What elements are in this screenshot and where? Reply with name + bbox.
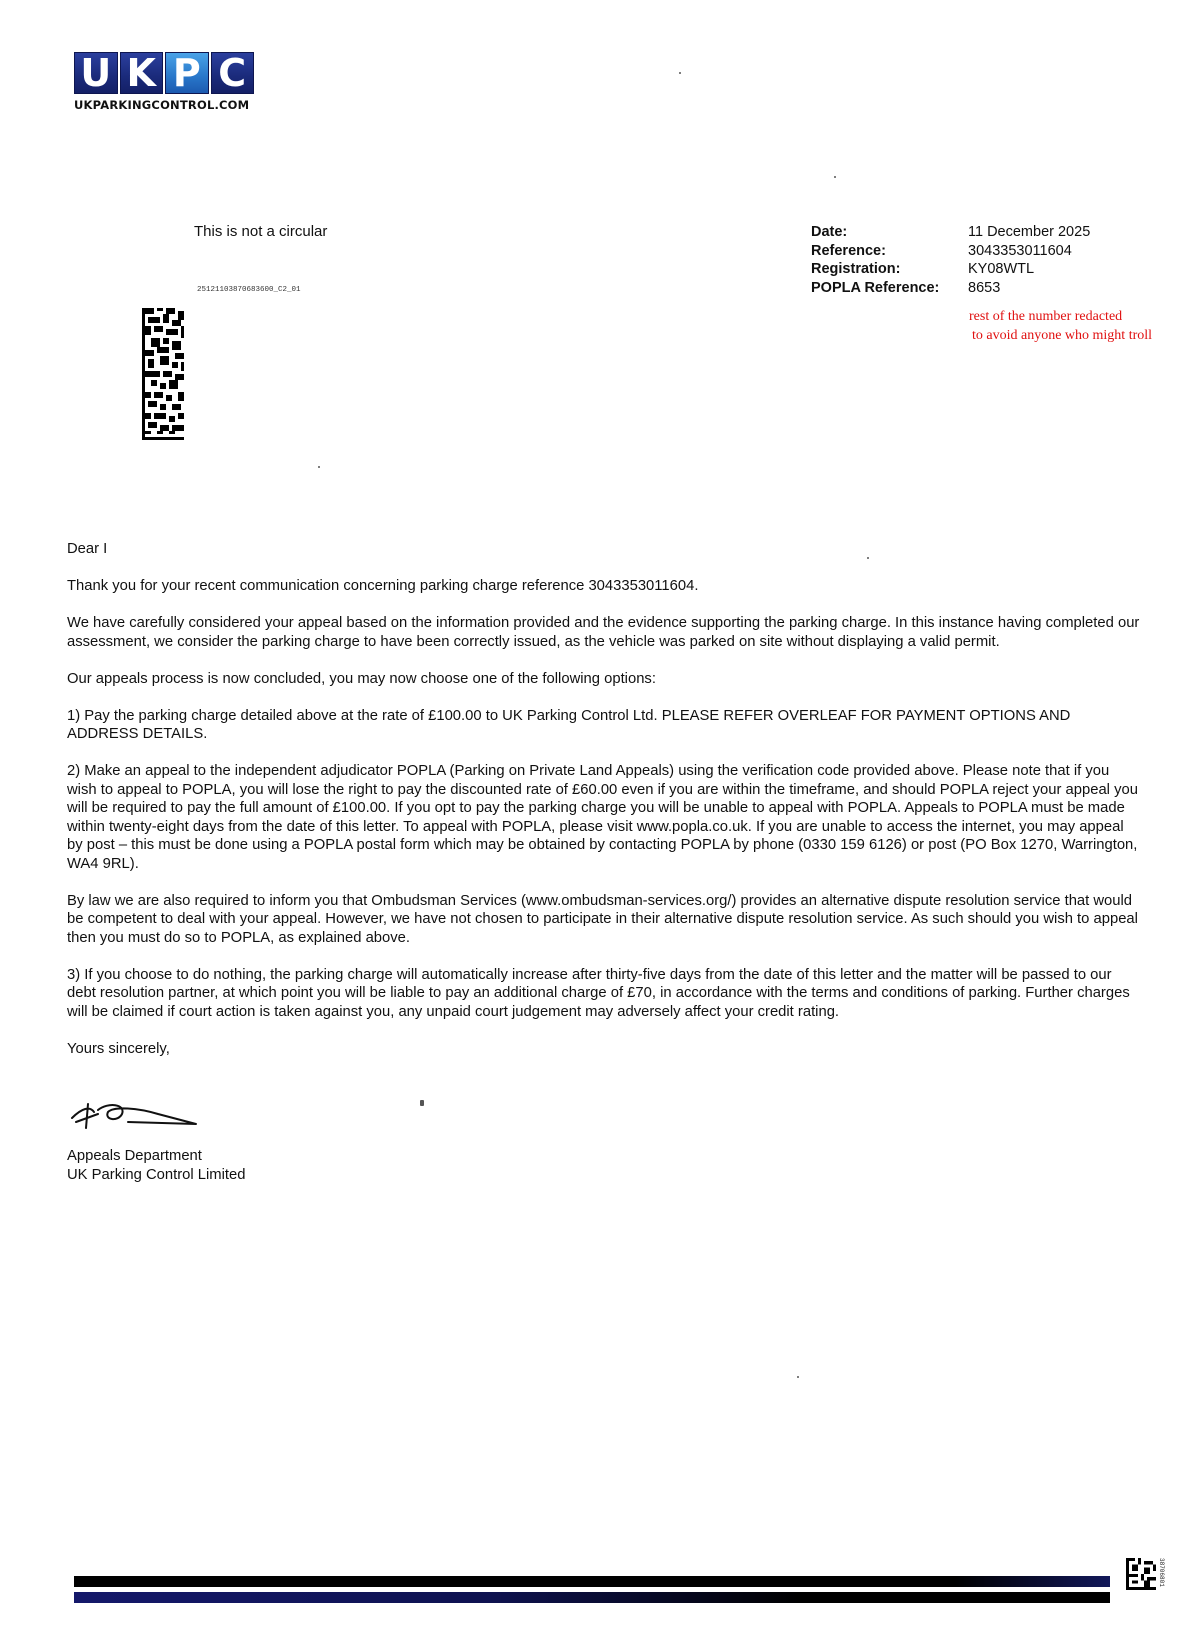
meta-value: KY08WTL bbox=[968, 261, 1035, 277]
footer-datamatrix-icon bbox=[1126, 1558, 1156, 1590]
meta-label: Date: bbox=[811, 224, 848, 240]
paragraph: Thank you for your recent communication concerning parking charge reference 3043353011604. bbox=[67, 578, 699, 594]
footer-bar-black bbox=[74, 1576, 1110, 1587]
letter-body bbox=[67, 540, 1142, 1077]
option-3-paragraph: 3) If you choose to do nothing, the parking charge will automatically increase after thirty-five days from the date of this letter and the matter will be passed to our debt resolution partner, at which point you will be liable to pay an additional charge of £70, in accordance with the terms and conditions of parking. Further charges will be claimed if court action is taken against you, any unpaid court judgement may adversely affect your credit rating. bbox=[67, 966, 1130, 1020]
option-2-paragraph: 2) Make an appeal to the independent adjudicator POPLA (Parking on Private Land Appeals) using the verification code provided above. Please note that if you wish to appeal to POPLA, you will lose the right to pay the discounted rate of £60.00 even if you are within the timeframe, and should POPLA reject your appeal you will be required to pay the full amount of £100.00. If you opt to pay the parking charge you will be unable to appeal with POPLA. Appeals to POPLA must be made within twenty-eight days from the date of this letter. To appeal with POPLA, please visit www.popla.co.uk. If you are unable to access the internet, you may appeal by post – this must be done using a POPLA postal form which may be obtained by contacting POPLA by phone (0330 159 6126) or post (PO Box 1270, Warrington, WA4 9RL). bbox=[67, 763, 1138, 872]
scan-speck bbox=[318, 466, 320, 468]
logo-letter-u: U bbox=[74, 52, 118, 94]
meta-label: POPLA Reference: bbox=[811, 279, 940, 296]
meta-label: Reference: bbox=[811, 242, 886, 259]
scan-speck bbox=[834, 176, 836, 178]
meta-value: 3043353011604 bbox=[968, 242, 1072, 259]
redaction-note-line: rest of the number redacted bbox=[969, 309, 1123, 324]
meta-label: Registration: bbox=[811, 261, 901, 277]
ombudsman-paragraph: By law we are also required to inform you that Ombudsman Services (www.ombudsman-services.org/) provides an alternative dispute resolution service that would be competent to deal with your appeal. However, we have not chosen to participate in their alternative dispute resolution service. As such should you wish to appeal then you must do so to POPLA, as explained above. bbox=[67, 892, 1138, 946]
salutation: Dear I bbox=[67, 541, 108, 557]
paragraph: Our appeals process is now concluded, you may now choose one of the following options: bbox=[67, 670, 656, 687]
signature-icon bbox=[68, 1096, 200, 1130]
scan-speck bbox=[867, 557, 869, 559]
meta-value: 8653 bbox=[968, 279, 1001, 296]
logo-letter-c: C bbox=[211, 52, 255, 94]
footer-barcode-number: 38706801 bbox=[1158, 1558, 1165, 1587]
logo-website-text: UKPARKINGCONTROL.COM bbox=[74, 98, 250, 112]
signatory-block bbox=[67, 1147, 245, 1184]
redaction-annotation bbox=[969, 307, 1152, 345]
scan-speck bbox=[679, 72, 681, 74]
ukpc-logo bbox=[74, 52, 254, 112]
scan-speck bbox=[797, 1376, 799, 1378]
paragraph: We have carefully considered your appeal based on the information provided and the evidence supporting the parking charge. In this instance having completed our assessment, we consider the parking charge to have been correctly issued, as the vehicle was parked on site without displaying a valid permit. bbox=[67, 615, 1140, 650]
scan-speck bbox=[420, 1100, 424, 1106]
letter-metadata bbox=[811, 223, 1090, 297]
meta-row-date bbox=[811, 223, 1090, 242]
option-1-paragraph: 1) Pay the parking charge detailed above at the rate of £100.00 to UK Parking Control Ltd. PLEASE REFER OVERLEAF FOR PAYMENT OPTIONS AND ADDRESS DETAILS. bbox=[67, 707, 1071, 742]
meta-row-popla-reference bbox=[811, 279, 1090, 298]
signatory-department: Appeals Department bbox=[67, 1148, 202, 1164]
meta-value: 11 December 2025 bbox=[968, 224, 1091, 240]
not-circular-notice: This is not a circular bbox=[194, 223, 328, 240]
footer-bar-navy bbox=[74, 1592, 1110, 1603]
closing: Yours sincerely, bbox=[67, 1040, 170, 1057]
meta-row-registration bbox=[811, 260, 1090, 279]
logo-letter-k: K bbox=[120, 52, 164, 94]
datamatrix-barcode-icon bbox=[142, 308, 184, 440]
logo-letter-p: P bbox=[165, 52, 209, 94]
redaction-note-line: to avoid anyone who might troll bbox=[972, 328, 1153, 343]
document-code: 25121103870683600_C2_01 bbox=[197, 286, 301, 294]
signatory-company: UK Parking Control Limited bbox=[67, 1166, 246, 1183]
meta-row-reference bbox=[811, 242, 1090, 261]
logo-tiles bbox=[74, 52, 254, 94]
